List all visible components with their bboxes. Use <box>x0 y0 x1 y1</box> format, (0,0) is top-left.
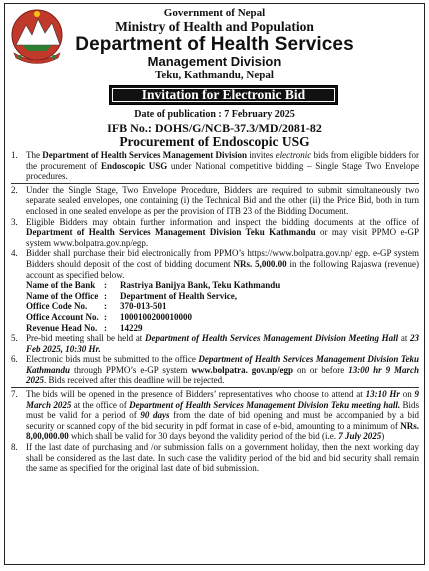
banner-title <box>109 85 338 105</box>
account-row: Name of the Bank : Rastriya Banijya Bank, Teku Kathmandu <box>26 280 281 291</box>
account-row: Office Code No. : 370-013-501 <box>26 301 167 312</box>
clause-4: 4. Bidder shall purchase their bid electronically from PPMO’s https://www.bolpatra.gov.np/ egp. e-GP system Bidders should deposit of the cost of bidding document NRs. 5,000.00 in the following Rajaswa (revenue) account as specified below. <box>11 248 419 280</box>
header-division: Management Division <box>147 54 282 69</box>
banner-text: Invitation for Electronic Bid <box>141 87 306 102</box>
clause-1: 1. The Department of Health Services Management Division invites electronic bids from eligible bidders for the procurement of Endoscopic USG under National competitive bidding – Single Stage Two Envelope procedures. <box>11 150 420 182</box>
banner-inner-border <box>112 88 335 102</box>
account-details <box>11 280 419 333</box>
account-row: Office Account No. : 1000100200010000 <box>26 311 192 322</box>
account-row: Revenue Head No. : 14229 <box>26 322 143 333</box>
divider <box>11 387 419 388</box>
publication-date: Date of publication : 7 February 2025 <box>134 109 295 120</box>
clause-2: 2. Under the Single Stage, Two Envelope Procedure, Bidders are required to submit simultaneously two separate sealed envelopes, one containing (i) the Technical Bid and the other (ii) the Price Bid, both in turn enclosed in one sealed envelope as per the provision of ITB 23 of the Bidding Document. <box>11 184 419 216</box>
header-government: Government of Nepal <box>163 7 266 19</box>
divider <box>11 183 419 184</box>
header-department: Department of Health Services <box>75 34 354 55</box>
clause-5: 5. Pre-bid meeting shall be held at Department of Health Services Management Division Meeting Hall at 23 Feb 2025, 10:30 Hr. <box>11 333 420 354</box>
header-ministry: Ministry of Health and Population <box>115 19 314 34</box>
ifb-number: IFB No.: DOHS/G/NCB-37.3/MD/2081-82 <box>107 121 322 135</box>
header-address: Teku, Kathmandu, Nepal <box>155 69 274 81</box>
bid-notice <box>4 3 425 565</box>
clause-7: 7. The bids will be opened in the presence of Bidders’ representatives who choose to attend at 13:10 Hr on 9 March 2025 at the office of Department of Health Services Management Division Teku meeting hall. Bids must be valid for a period of 90 days from the date of bid opening and must be accompanied by a bid security or scanned copy of the bid security in pdf format in case of e-bid, amounting to a minimum of NRs. 8,00,000.00 which shall be valid for 30 days beyond the validity period of the bid (i.e. 7 July 2025) <box>11 389 420 442</box>
notice-body <box>11 150 419 474</box>
clause-8: 8. If the last date of purchasing and /or submission falls on a government holiday, then the next working day shall be considered as the last date. In such case the validity period of the bid and bid security shall remain the same as specified for the original last date of bid submission. <box>11 442 419 474</box>
clause-3: 3. Eligible Bidders may obtain further information and inspect the bidding documents at the office of Department of Health Services Management Division Teku Kathmandu or may visit PPMO e-GP system www.bolpatra.gov.np/egp. <box>11 216 419 248</box>
account-row: Name of the Office : Department of Health Service, <box>26 290 237 301</box>
clause-6: 6. Electronic bids must be submitted to the office Department of Health Services Management Division Teku Kathmandu through PPMO’s e-GP system www.bolpatra. gov.np/egp on or before 13:00 hr 9 March 2025. Bids received after this deadline will be rejected. <box>11 354 420 386</box>
procurement-title: Procurement of Endoscopic USG <box>119 134 310 149</box>
